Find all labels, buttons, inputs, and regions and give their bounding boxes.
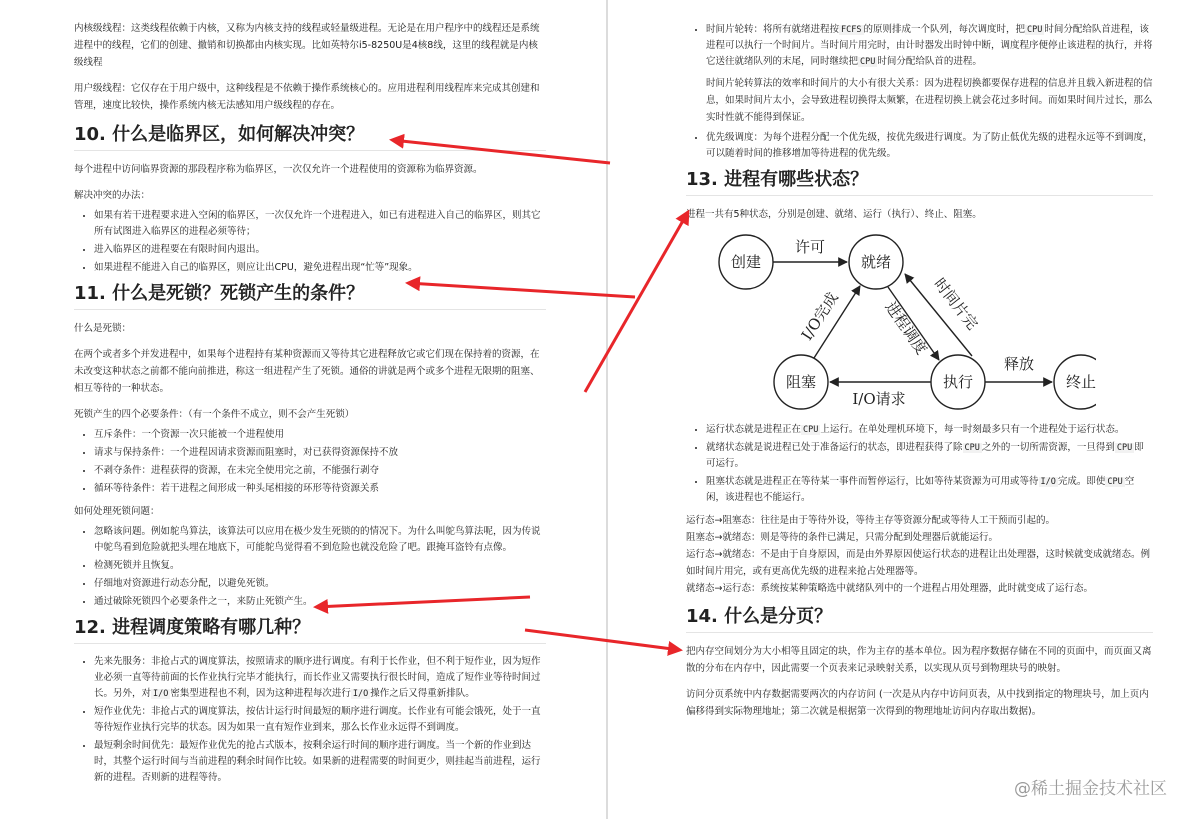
list-item: • 检测死锁并且恢复。 xyxy=(94,558,546,574)
list-item: • 如果有若干进程要求进入空闲的临界区，一次仅允许一个进程进入，如已有进程进入自己的临界区，则其它所有试图进入临界区的进程必须等待； xyxy=(94,208,546,240)
edge-dispatch-label: 进程调度 xyxy=(881,298,931,358)
scheduling-list-continued xyxy=(686,22,1153,162)
process-states-intro: 进程一共有5种状态，分别是创建、就绪、运行（执行）、终止、阻塞。 xyxy=(686,209,982,220)
list-item: • 阻塞状态就是进程正在等待某一事件而暂停运行，比如等待某资源为可用或等待 I/O 完成。即使 CPU 空闲，该进程也不能运行。 xyxy=(706,474,1153,506)
heading-critical-section: 10. 什么是临界区，如何解决冲突？ xyxy=(74,123,546,151)
transition-line: 阻塞态→就绪态：则是等待的条件已满足，只需分配到处理器后就能运行。 xyxy=(686,532,998,543)
state-ready-label: 就绪 xyxy=(860,253,892,271)
list-item: • 最短剩余时间优先：最短作业优先的抢占式版本，按剩余运行时间的顺序进行调度。当一个新的作业到达时，其整个运行时间与当前进程的剩余时间作比较。如果新的进程需要的时间更少，则挂起当前进程，运行新的进程。否则新的进程等待。 xyxy=(94,738,546,786)
state-transitions xyxy=(686,512,1153,597)
conflict-solution-list xyxy=(74,208,546,276)
page-divider xyxy=(606,0,608,819)
deadlock-question: 什么是死锁： xyxy=(74,323,132,334)
list-item: • 如果进程不能进入自己的临界区，则应让出CPU，避免进程出现“忙等”现象。 xyxy=(94,260,546,276)
transition-line: 运行态→阻塞态：往往是由于等待外设，等待主存等资源分配或等待人工干预而引起的。 xyxy=(686,515,1055,526)
list-item: • 请求与保持条件：一个进程因请求资源而阻塞时，对已获得资源保持不放 xyxy=(94,445,546,461)
state-blocked-label: 阻塞 xyxy=(785,373,817,391)
conflict-solution-label: 解决冲突的办法： xyxy=(74,190,151,201)
state-running-label: 执行 xyxy=(942,373,974,391)
edge-release-label: 释放 xyxy=(1003,355,1035,373)
list-item: • 短作业优先：非抢占式的调度算法，按估计运行时间最短的顺序进行调度。长作业有可能会饿死，处于一直等待短作业执行完毕的状态。因为如果一直有短作业到来，那么长作业永远得不到调度。 xyxy=(94,704,546,736)
paging-definition: 把内存空间划分为大小相等且固定的块，作为主存的基本单位。因为程序数据存储在不同的页面中，而页面又离散的分布在内存中，因此需要一个页表来记录映射关系，以实现从页号到物理块号的映射。 xyxy=(686,646,1152,674)
right-page xyxy=(610,0,1189,819)
list-item: • 运行状态就是进程正在 CPU 上运行。在单处理机环境下，每一时刻最多只有一个进程处于运行状态。 xyxy=(706,422,1153,438)
list-item: • 忽略该问题。例如鸵鸟算法，该算法可以应用在极少发生死锁的的情况下。为什么叫鸵鸟算法呢，因为传说中鸵鸟看到危险就把头埋在地底下，可能鸵鸟觉得看不到危险也就没危险了吧。跟掩耳盗铃有点像。 xyxy=(94,524,546,556)
deadlock-definition: 在两个或者多个并发进程中，如果每个进程持有某种资源而又等待其它进程释放它或它们现在保持着的资源，在未改变这种状态之前都不能向前推进，称这一组进程产生了死锁。通俗的讲就是两个或多个进程无限期的阻塞、相互等待的一种状态。 xyxy=(74,349,540,394)
critical-section-definition: 每个进程中访问临界资源的那段程序称为临界区，一次仅允许一个进程使用的资源称为临界资源。 xyxy=(74,164,483,175)
heading-scheduling: 12. 进程调度策略有哪几种？ xyxy=(74,616,546,644)
list-item: • 时间片轮转：将所有就绪进程按 FCFS 的原则排成一个队列，每次调度时，把 CPU 时间分配给队首进程，该进程可以执行一个时间片。当时间片用完时，由计时器发出时钟中断，调度程序便停止该进程的执行，并将它送往就绪队列的末尾，同时继续把 CPU 时间分配给队首的进程。 时间片轮转算法的效率和时间片的大小有很大关系：因为进程切换都要保存进程的信息并且载入新进程的信息，如果时间片太小，会导致进程切换得太频繁，在进程切换上就会花过多时间。而如果时间片过长，那么实时性就不能得到保证。 xyxy=(706,22,1153,126)
round-robin-note: 时间片轮转算法的效率和时间片的大小有很大关系：因为进程切换都要保存进程的信息并且载入新进程的信息，如果时间片太小，会导致进程切换得太频繁，在进程切换上就会花过多时间。而如果时间片过长，那么实时性就不能得到保证。 xyxy=(706,78,1153,123)
list-item: • 先来先服务：非抢占式的调度算法，按照请求的顺序进行调度。有利于长作业，但不利于短作业，因为短作业必须一直等待前面的长作业执行完毕才能执行，而长作业又需要执行很长时间，造成了短作业等待时间过长。另外，对 I/O 密集型进程也不利，因为这种进程每次进行 I/O 操作之后又得重新排队。 xyxy=(94,654,546,702)
state-exit-label: 终止 xyxy=(1065,373,1096,391)
edge-admit-label: 许可 xyxy=(794,238,826,256)
edge-io-done-label: I/O完成 xyxy=(797,289,842,344)
list-item: • 通过破除死锁四个必要条件之一，来防止死锁产生。 xyxy=(94,594,546,610)
deadlock-handling-list xyxy=(74,524,546,610)
paging-access: 访问分页系统中内存数据需要两次的内存访问 (一次是从内存中访问页表，从中找到指定的物理块号，加上页内偏移得到实际物理地址；第二次就是根据第一次得到的物理地址访问内存取出数据)。 xyxy=(686,689,1149,717)
deadlock-conditions-label: 死锁产生的四个必要条件：（有一个条件不成立，则不会产生死锁） xyxy=(74,409,355,420)
process-state-diagram xyxy=(716,232,1096,412)
list-item: • 不剥夺条件：进程获得的资源，在未完全使用完之前，不能强行剥夺 xyxy=(94,463,546,479)
state-create-label: 创建 xyxy=(730,253,762,271)
edge-io-request-label: I/O请求 xyxy=(852,390,906,408)
watermark: @稀土掘金技术社区 xyxy=(1014,779,1167,799)
kernel-thread-paragraph: 内核级线程：这类线程依赖于内核，又称为内核支持的线程或轻量级进程。无论是在用户程序中的线程还是系统进程中的线程，它们的创建、撤销和切换都由内核实现。比如英特尔i5-8250U是4核8线，这里的线程就是内核级线程 xyxy=(74,23,540,68)
list-item: • 就绪状态就是说进程已处于准备运行的状态，即进程获得了除 CPU 之外的一切所需资源，一旦得到 CPU 即可运行。 xyxy=(706,440,1153,472)
state-description-list xyxy=(686,422,1153,506)
list-item: • 循环等待条件：若干进程之间形成一种头尾相接的环形等待资源关系 xyxy=(94,481,546,497)
deadlock-conditions-list xyxy=(74,427,546,497)
transition-line: 就绪态→运行态：系统按某种策略选中就绪队列中的一个进程占用处理器，此时就变成了运行态。 xyxy=(686,583,1093,594)
user-thread-paragraph: 用户级线程：它仅存在于用户级中，这种线程是不依赖于操作系统核心的。应用进程利用线程库来完成其创建和管理，速度比较快，操作系统内核无法感知用户级线程的存在。 xyxy=(74,83,540,111)
list-item: • 进入临界区的进程要在有限时间内退出。 xyxy=(94,242,546,258)
transition-line: 运行态→就绪态：不是由于自身原因，而是由外界原因使运行状态的进程让出处理器，这时候就变成就绪态。例如时间片用完，或有更高优先级的进程来抢占处理器等。 xyxy=(686,549,1150,577)
list-item: • 互斥条件：一个资源一次只能被一个进程使用 xyxy=(94,427,546,443)
heading-paging: 14. 什么是分页？ xyxy=(686,605,1153,633)
heading-deadlock: 11. 什么是死锁？死锁产生的条件？ xyxy=(74,282,546,310)
heading-process-states: 13. 进程有哪些状态？ xyxy=(686,168,1153,196)
deadlock-handling-label: 如何处理死锁问题： xyxy=(74,506,160,517)
edge-timeout-label: 时间片完 xyxy=(930,274,982,334)
list-item: • 优先级调度：为每个进程分配一个优先级，按优先级进行调度。为了防止低优先级的进程永远等不到调度，可以随着时间的推移增加等待进程的优先级。 xyxy=(706,130,1153,162)
list-item: • 仔细地对资源进行动态分配，以避免死锁。 xyxy=(94,576,546,592)
scheduling-list xyxy=(74,654,546,786)
